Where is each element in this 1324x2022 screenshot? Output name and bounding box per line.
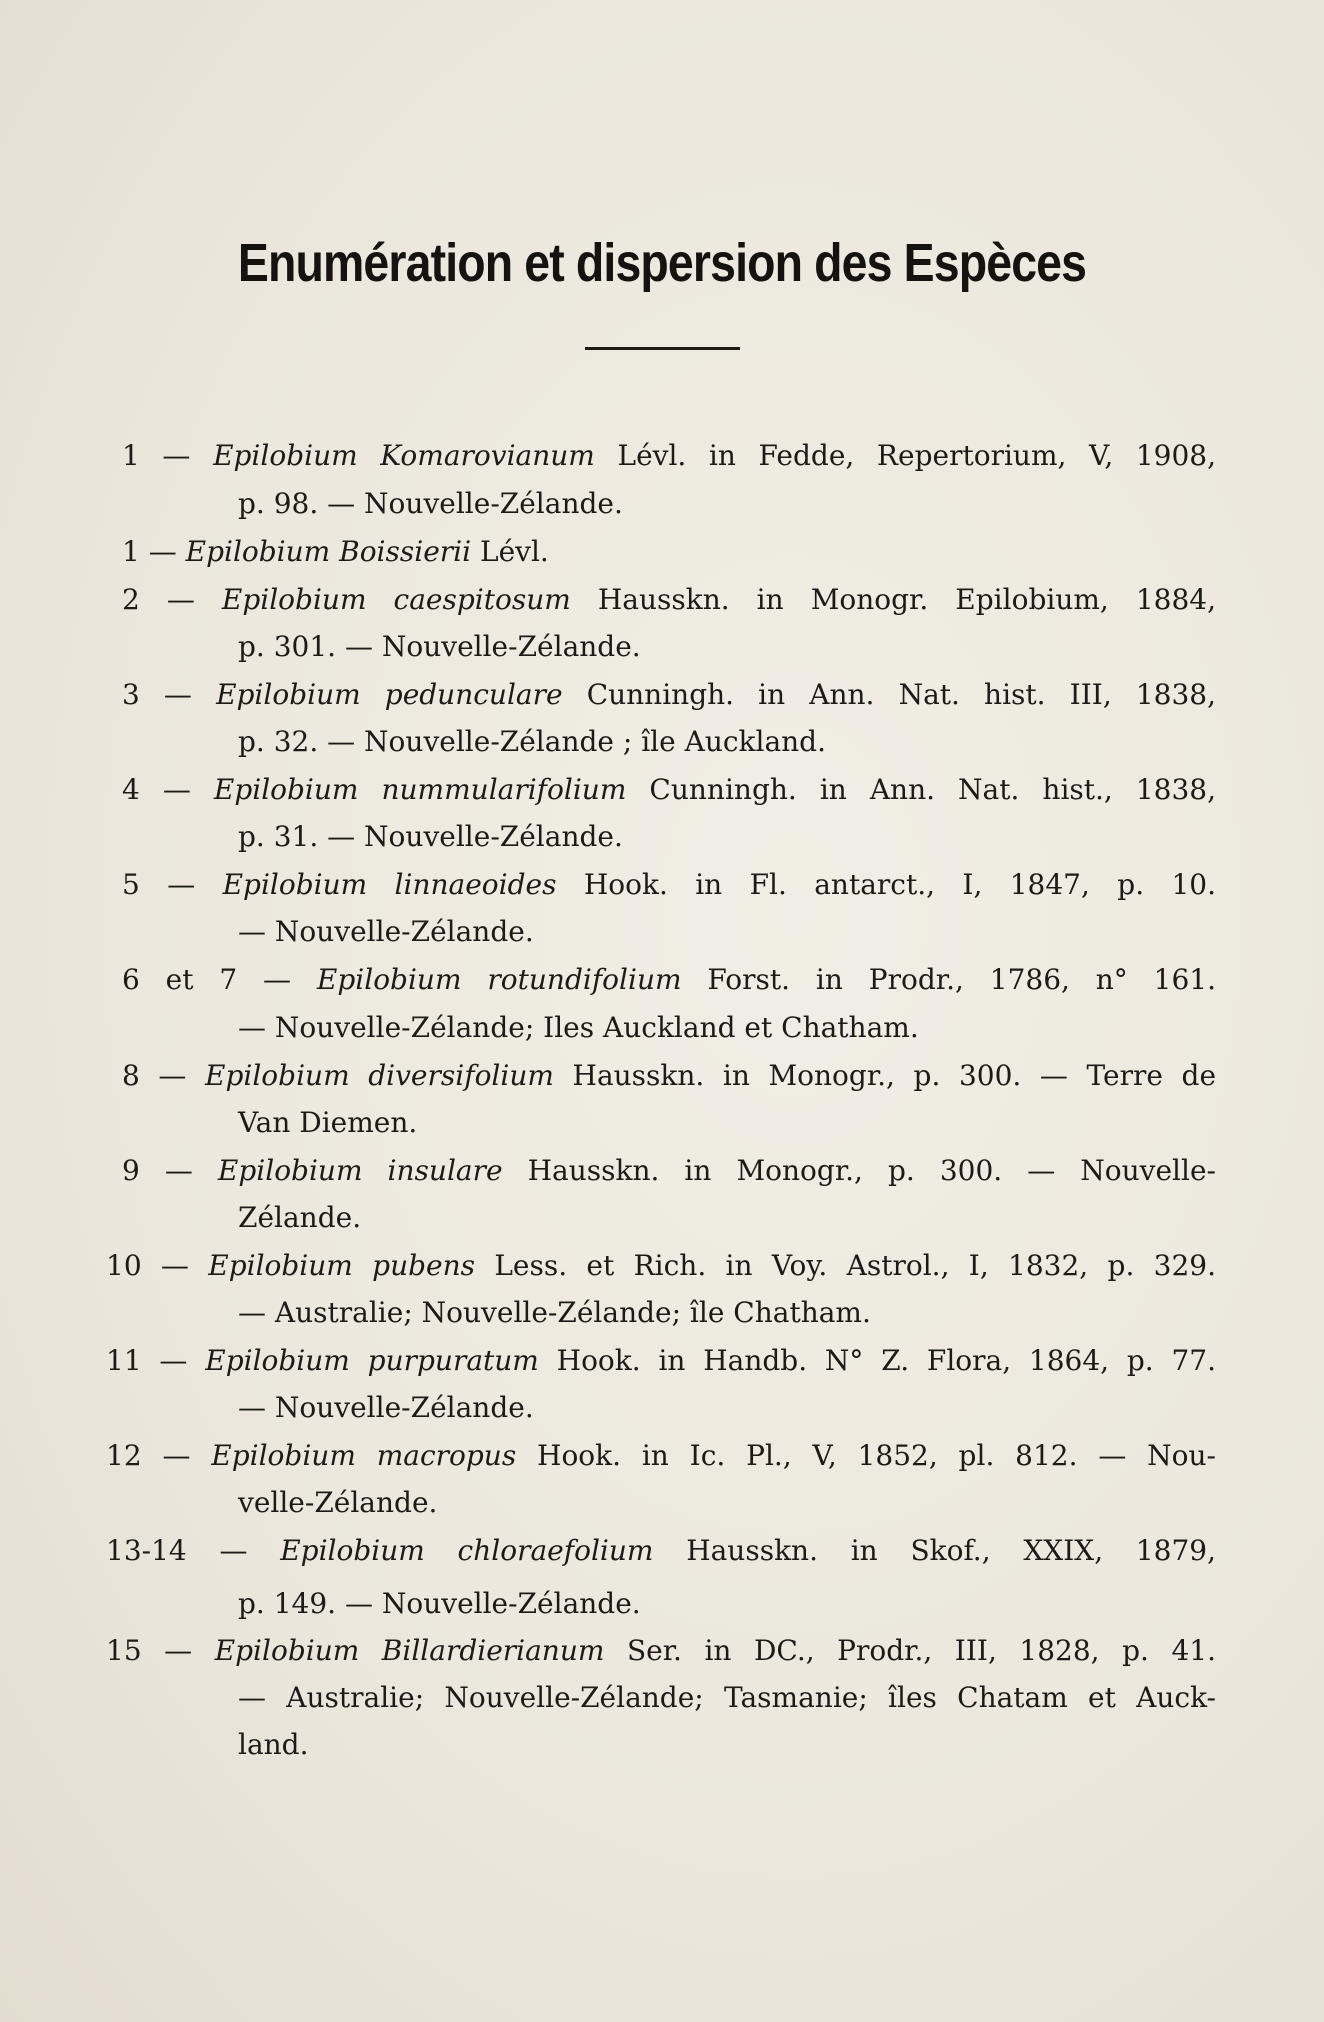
entry-reference: Cunningh. in Ann. Nat. hist., 1838, (626, 773, 1216, 806)
entry-continuation: velle-Zélande. (238, 1486, 438, 1519)
entry-first-line (122, 436, 1216, 476)
species-name: Epilobium Komarovianum (213, 439, 595, 472)
entry-first-line (106, 1531, 1216, 1571)
entry-reference: Hausskn. in Skof., XXIX, 1879, (653, 1534, 1217, 1567)
species-name: Epilobium insulare (217, 1154, 503, 1187)
entry-first-line (122, 532, 549, 572)
entry-reference: Hook. in Ic. Pl., V, 1852, pl. 812. — Nou- (516, 1439, 1216, 1472)
entry-continuation: p. 301. — Nouvelle-Zélande. (238, 630, 641, 663)
entry-first-line (106, 1341, 1216, 1381)
entry-number: 6 et 7 — (122, 963, 292, 996)
entry-continuation: p. 98. — Nouvelle-Zélande. (238, 487, 623, 520)
entry-reference: Ser. in DC., Prodr., III, 1828, p. 41. (604, 1634, 1216, 1667)
species-name: Epilobium Billardierianum (214, 1634, 605, 1667)
entry-number: 11 — (106, 1344, 188, 1377)
entry-number: 10 — (106, 1249, 189, 1282)
entry-first-line (122, 675, 1216, 715)
entry-number: 8 — (122, 1059, 187, 1092)
species-name: Epilobium rotundifolium (316, 963, 682, 996)
entry-reference: Hausskn. in Monogr., p. 300. — Terre de (553, 1059, 1217, 1092)
entry-reference: Hook. in Handb. N° Z. Flora, 1864, p. 77. (538, 1344, 1217, 1377)
entry-reference: Less. et Rich. in Voy. Astrol., I, 1832, p. 329. (475, 1249, 1216, 1282)
entry-number: 12 — (106, 1439, 191, 1472)
entry-number: 1 — (122, 535, 177, 568)
entry-number: 4 — (122, 773, 191, 806)
species-name: Epilobium pedunculare (216, 678, 563, 711)
entry-continuation: Van Diemen. (238, 1106, 418, 1139)
entry-continuation: — Australie; Nouvelle-Zélande; île Chatham. (238, 1296, 871, 1329)
entry-number: 9 — (122, 1154, 193, 1187)
entry-reference: Hook. in Fl. antarct., I, 1847, p. 10. (556, 868, 1216, 901)
species-name: Epilobium Boissierii (185, 535, 472, 568)
page-title: Enumération et dispersion des Espèces (237, 233, 1087, 293)
species-name: Epilobium linnaeoides (222, 868, 557, 901)
entry-reference: Hausskn. in Monogr., p. 300. — Nouvelle- (502, 1154, 1216, 1187)
entry-reference: Forst. in Prodr., 1786, n° 161. (681, 963, 1217, 996)
entry-first-line (122, 960, 1216, 1000)
species-name: Epilobium pubens (208, 1249, 476, 1282)
entry-continuation: — Nouvelle-Zélande; Iles Auckland et Chatham. (238, 1011, 919, 1044)
species-name: Epilobium purpuratum (205, 1344, 539, 1377)
entry-continuation: land. (238, 1728, 309, 1761)
entry-continuation: p. 149. — Nouvelle-Zélande. (238, 1587, 641, 1620)
entry-first-line (122, 580, 1216, 620)
entry-continuation: — Nouvelle-Zélande. (238, 915, 534, 948)
entry-first-line (106, 1246, 1216, 1286)
entry-reference: Cunningh. in Ann. Nat. hist. III, 1838, (562, 678, 1217, 711)
entry-number: 5 — (122, 868, 196, 901)
entry-first-line (122, 1151, 1216, 1191)
entry-number: 15 — (106, 1634, 193, 1667)
entry-reference: Lévl. (471, 535, 549, 568)
entry-first-line (122, 865, 1216, 905)
entry-number: 13-14 — (106, 1534, 248, 1567)
entry-number: 1 — (122, 439, 191, 472)
species-name: Epilobium nummularifolium (213, 773, 627, 806)
entry-first-line (122, 1056, 1216, 1096)
entry-continuation: p. 31. — Nouvelle-Zélande. (238, 820, 623, 853)
entry-continuation: p. 32. — Nouvelle-Zélande ; île Auckland. (238, 725, 826, 758)
entry-number: 3 — (122, 678, 192, 711)
species-name: Epilobium diversifolium (205, 1059, 554, 1092)
entry-first-line (122, 770, 1216, 810)
entry-first-line (106, 1436, 1216, 1476)
entry-number: 2 — (122, 583, 195, 616)
entry-continuation: — Australie; Nouvelle-Zélande; Tasmanie; îles Chatam et Auck- (238, 1681, 1216, 1714)
entry-continuation: — Nouvelle-Zélande. (238, 1391, 534, 1424)
entry-continuation: Zélande. (238, 1201, 362, 1234)
species-name: Epilobium macropus (211, 1439, 517, 1472)
species-name: Epilobium chloraefolium (280, 1534, 654, 1567)
species-name: Epilobium caespitosum (221, 583, 571, 616)
entry-reference: Hausskn. in Monogr. Epilobium, 1884, (570, 583, 1217, 616)
entry-reference: Lévl. in Fedde, Repertorium, V, 1908, (594, 439, 1217, 472)
entry-first-line (106, 1631, 1216, 1671)
